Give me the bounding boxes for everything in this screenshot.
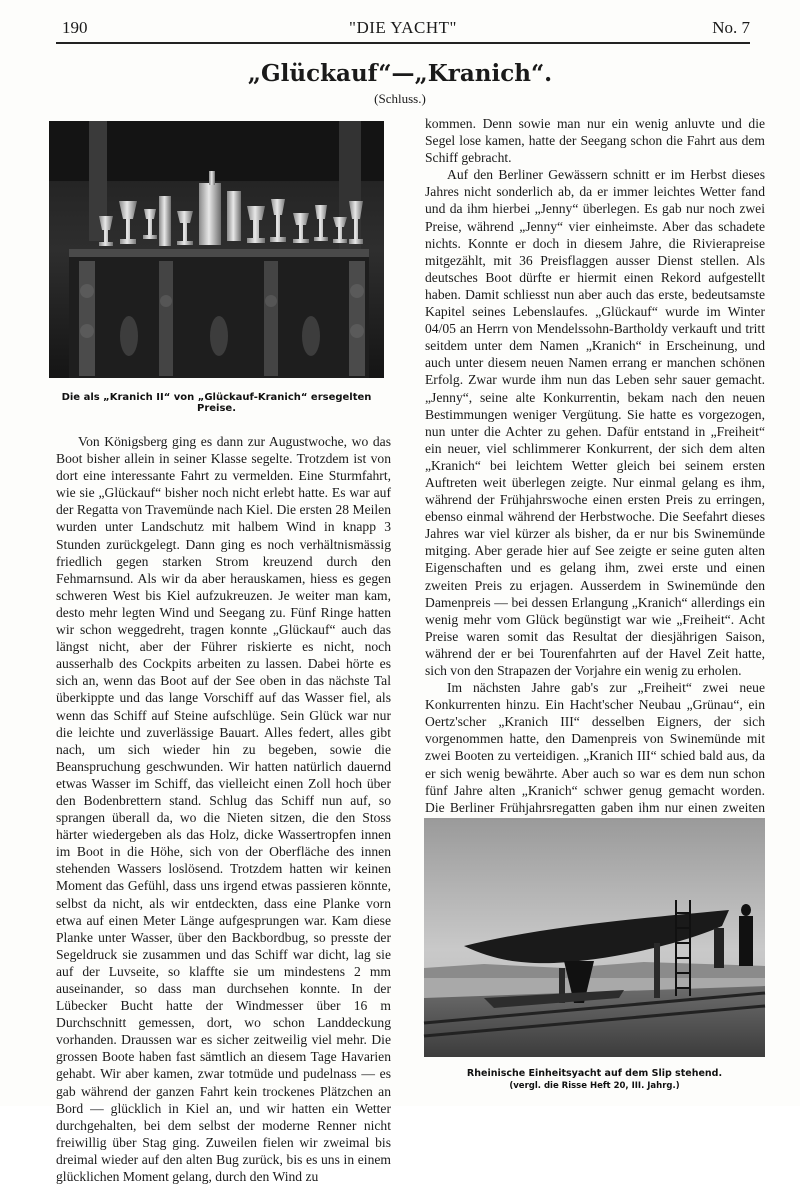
article-subtitle: (Schluss.) <box>374 91 426 106</box>
yacht-caption-line2: (vergl. die Risse Heft 20, III. Jahrg.) <box>509 1081 680 1091</box>
issue-number: No. 7 <box>712 18 750 37</box>
yacht-photo <box>424 818 765 1057</box>
paragraph: Im nächsten Jahre gab's zur „Freiheit“ zwei neue Konkurrenten hinzu. Ein Hacht'scher Neubau „Grünau“, ein Oertz'scher „Kranich III“ desselben Eigners, der sich vorgenommen hatte, den Damenpreis von Swinemünde mit zwei Booten zu verteidigen. „Kranich III“ schied bald aus, da er sich wenig bewährte. Aber auch so war es dem nun schon fünf Jahre alten „Kranich“ schwer genug gemacht worden. Die Berliner Frühjahrsregatten gaben ihm nur einen zweiten <box>425 680 765 815</box>
yacht-caption-line1: Rheinische Einheitsyacht auf dem Slip stehend. <box>466 1068 723 1079</box>
journal-title: "DIE YACHT" <box>349 18 457 37</box>
yacht-caption <box>424 1068 765 1092</box>
left-text-column <box>56 433 391 1185</box>
paragraph: kommen. Denn sowie man nur ein wenig anluvte und die Segel lose kamen, hatte der Seegang schon die Fahrt aus dem Schiff gebracht. <box>425 116 765 166</box>
trophies-caption: Die als „Kranich II“ von „Glückauf-Kranich“ ersegelten Preise. <box>61 392 372 414</box>
right-text-column <box>425 115 765 815</box>
running-header <box>56 18 750 44</box>
paragraph: Auf den Berliner Gewässern schnitt er im Herbst dieses Jahres nicht sonderlich ab, da er immer leichtes Wetter fand und da ihm hierbei „Jenny“ überlegen. Es gab nur noch zwei Preise, während „Jenny“ vier einheimste. Aber das schadete nichts. Konnte er doch in diesem Jahre, die Rivierapreise mitgezählt, mit 36 Preisflaggen ausser Dienst stellen. Als deutsches Boot dürfte er hiermit einen Rekord aufgestellt haben. Damit schliesst nun aber auch das erste, bedeutsamste Kapitel seines Lebenslaufes. „Glückauf“ wurde im Winter 04/05 an Herrn von Mendelssohn-Bartholdy verkauft und tritt seitdem unter dem Namen „Kranich“ in Erscheinung, und auch unter diesem neuen Namen errang er manchen schönen Erfolg. Zwar wurde ihm nun das Leben sehr sauer gemacht. „Jenny“, seine alte Konkurrentin, bekam nach den neuen Bestimmungen weniger Vergütung. Sie hatte es vorgezogen, nun unter die Achter zu gehen. Dafür entstand in „Freiheit“ ein neuer, viel schlimmerer Konkurrent, der sich dem alten „Kranich“ bei leichtem Wetter gleich bei seinem ersten Auftreten weit überlegen zeigte. Nur einmal gelang es ihm, während der Frühjahrswoche einen ersten Preis zu erringen, ebenso einmal während der Herbstwoche. Die Seefahrt dieses Jahres war viel kürzer als bisher, da er nur bis Swinemünde mitging. Aber gerade hier auf See zeigte er seine guten alten Eigenschaften und es gelang ihm, zwei erste und einen zweiten Preis zu erjagen. Ausserdem in Swinemünde den Damenpreis — bei dessen Erlangung „Kranich“ allerdings ein wenig mehr vom Glück begünstigt war wie „Freiheit“. Acht Preise waren somit das Resultat der diesjährigen Saison, während der er bei Tourenfahrten auf der Havel Zeit hatte, sich von den Strapazen der Vorjahre ein wenig zu erholen. <box>425 167 765 678</box>
page-number: 190 <box>62 18 88 37</box>
paragraph: Von Königsberg ging es dann zur Augustwoche, wo das Boot bisher allein in seiner Klasse segelte. Trotzdem ist von dort eine interessante Fahrt zu vermelden. Eine Sturmfahrt, wie sie „Glückauf“ bisher noch nicht erlebt hatte. Es war auf der Regatta von Travemünde nach Kiel. Die ersten 28 Meilen wurden unter Landschutz mit halbem Wind in knapp 3 Stunden zurückgelegt. Dann ging es noch verhältnismässig friedlich gegen starken Strom kreuzend durch den Fehmarnsund. Als wir da aber herauskamen, hiess es gegen schweren West bis Kiel aufzukreuzen. Je weiter man kam, desto mehr legten Wind und Seegang zu. Fünf Ringe hatten wir schon weggedreht, tragen konnte „Glückauf“ auch das längst nicht, aber der Führer riskierte es nicht, noch ausserhalb des Cockpits arbeiten zu lassen. Dabei hörte es sich an, wenn das Boot auf der See oben in das nächste Tal überkippte und das lange Vorschiff auf das Wasser fiel, als wenn das Schiff auf Steine aufschlüge. Sein Glück war nur die leichte und zuverlässige Bauart. Alles federt, alles gibt nach, um sich wieder hin zu begeben, sowie die Beanspruchung geschwunden. Wir hatten natürlich dauernd etwas Wasser im Schiff, das vielleicht einen Zoll hoch über den Bodenbrettern stand. Schlug das Schiff nun auf, so sprangen überall da, wo die Nieten sitzen, die den Stoss härter wiedergeben als das Holz, dicke Wassertropfen innen im Boot in die Höhe, sich von der Oberfläche des innen stehenden Wassers loslösend. Trotzdem hatten wir keinen Moment das Gefühl, dass uns irgend etwas passieren könnte, selbst da nicht, als wir entdeckten, dass eine Planke vorn etwa auf einen Meter Länge aufgesprungen war. Kam diese Planke unter Wasser, über den Backbordbug, so presste der Segeldruck sie zusammen und das Schiff war dicht, lag sie auf der Luvseite, so klaffte sie um mindestens 2 mm auseinander, so dass man durchsehen konnte. In der Lübecker Bucht hatte der Windmesser über 16 m Durchschnitt gemessen, dort, wo schon Landdeckung vorhanden. Draussen war es sicher zeitweilig viel mehr. Die grossen Boote haben fast sämtlich an diesem Tage Havarien gehabt. Wir aber kamen, zwar totmüde und pudelnass — es gab während der ganzen Fahrt kein trockenes Plätzchen an Bord — glücklich in Kiel an, und wir hatten ein Wetter durchgehalten, bei dem selbst der moderne Renner nicht freiwillig über Stag ging. Zuweilen fielen wir zweimal bis dreimal wieder auf den alten Bug zurück, bis es uns in einem glücklichen Moment gelang, durch den Wind zu <box>56 434 391 1185</box>
trophies-photo <box>49 121 384 378</box>
article-title: „Glückauf“—„Kranich“. <box>247 60 553 87</box>
